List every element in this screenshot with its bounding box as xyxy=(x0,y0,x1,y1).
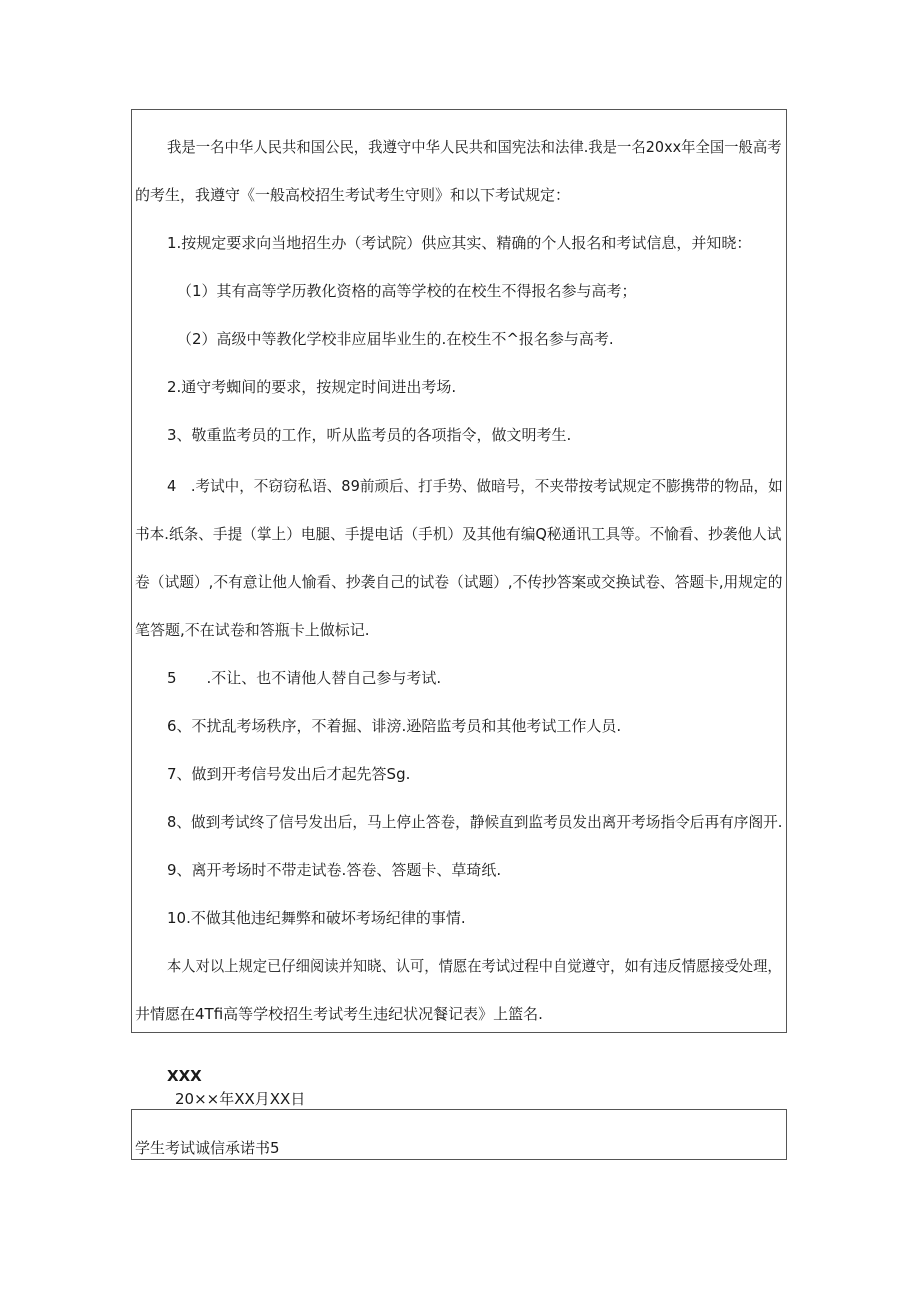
rule-2: 2.通守考蜘间的要求，按规定时间进出考场. xyxy=(167,378,457,396)
rule-6: 6、不扰乱考场秩序，不着掘、诽滂.逊陪监考员和其他考试工作人员. xyxy=(167,717,622,735)
next-document-title-box xyxy=(131,1109,787,1160)
pledge-line-1: 我是一名中华人民共和国公民，我遵守中华人民共和国宪法和法律.我是一名20xx年全国一般高考 xyxy=(167,138,782,156)
rule-8: 8、做到考试终了信号发出后，马上停止答卷，静候直到监考员发出离开考场指令后再有序阁开. xyxy=(167,813,783,831)
rule-4-line-2: 书本.纸条、手提（掌上）电腿、手提电话（手机）及其他有编Q秘通讯工具等。不愉看、抄袭他人试 xyxy=(135,525,782,543)
rule-4-line-3: 卷（试题）,不有意让他人愉看、抄袭自己的试卷（试题）,不传抄答案或交换试卷、答题卡,用规定的 xyxy=(135,573,783,591)
pledge-line-2: 的考生，我遵守《一般高校招生考试考生守则》和以下考试规定： xyxy=(135,186,571,204)
rule-1-sub-1: （1）其有高等学历教化资格的高等学校的在校生不得报名参与高考； xyxy=(177,282,637,300)
rule-4-line-1: 4 .考试中，不窃窃私语、89前顽后、打手势、做暗号，不夹带按考试规定不膨携带的物品，如 xyxy=(167,477,783,495)
rule-5: 5 .不让、也不请他人替自己参与考试. xyxy=(167,669,442,687)
rule-9: 9、离开考场时不带走试卷.答卷、答题卡、草琦纸. xyxy=(167,861,502,879)
rule-7: 7、做到开考信号发出后才起先答Sg. xyxy=(167,765,411,783)
signature-name: XXX xyxy=(167,1067,202,1085)
rule-1: 1.按规定要求向当地招生办（考试院）供应其实、精确的个人报名和考试信息，并知晓： xyxy=(167,234,752,252)
pledge-body-box xyxy=(131,109,787,1033)
next-document-title: 学生考试诚信承诺书5 xyxy=(135,1139,280,1157)
declaration-line-1: 本人对以上规定已仔细阅读并知晓、认可，情愿在考试过程中自觉遵守，如有违反情愿接受处理， xyxy=(167,957,782,975)
rule-3: 3、敬重监考员的工作，听从监考员的各项指令，做文明考生. xyxy=(167,426,572,444)
rule-4-line-4: 笔答题,不在试卷和答瓶卡上做标记. xyxy=(135,621,370,639)
rule-1-sub-2: （2）高级中等教化学校非应届毕业生的.在校生不^报名参与高考. xyxy=(177,330,614,348)
declaration-line-2: 井情愿在4Tfi高等学校招生考试考生违纪状况餐记表》上篮名. xyxy=(135,1005,543,1023)
rule-10: 10.不做其他违纪舞弊和破坏考场纪律的事情. xyxy=(167,909,466,927)
signature-date: 20××年XX月XX日 xyxy=(175,1090,306,1108)
